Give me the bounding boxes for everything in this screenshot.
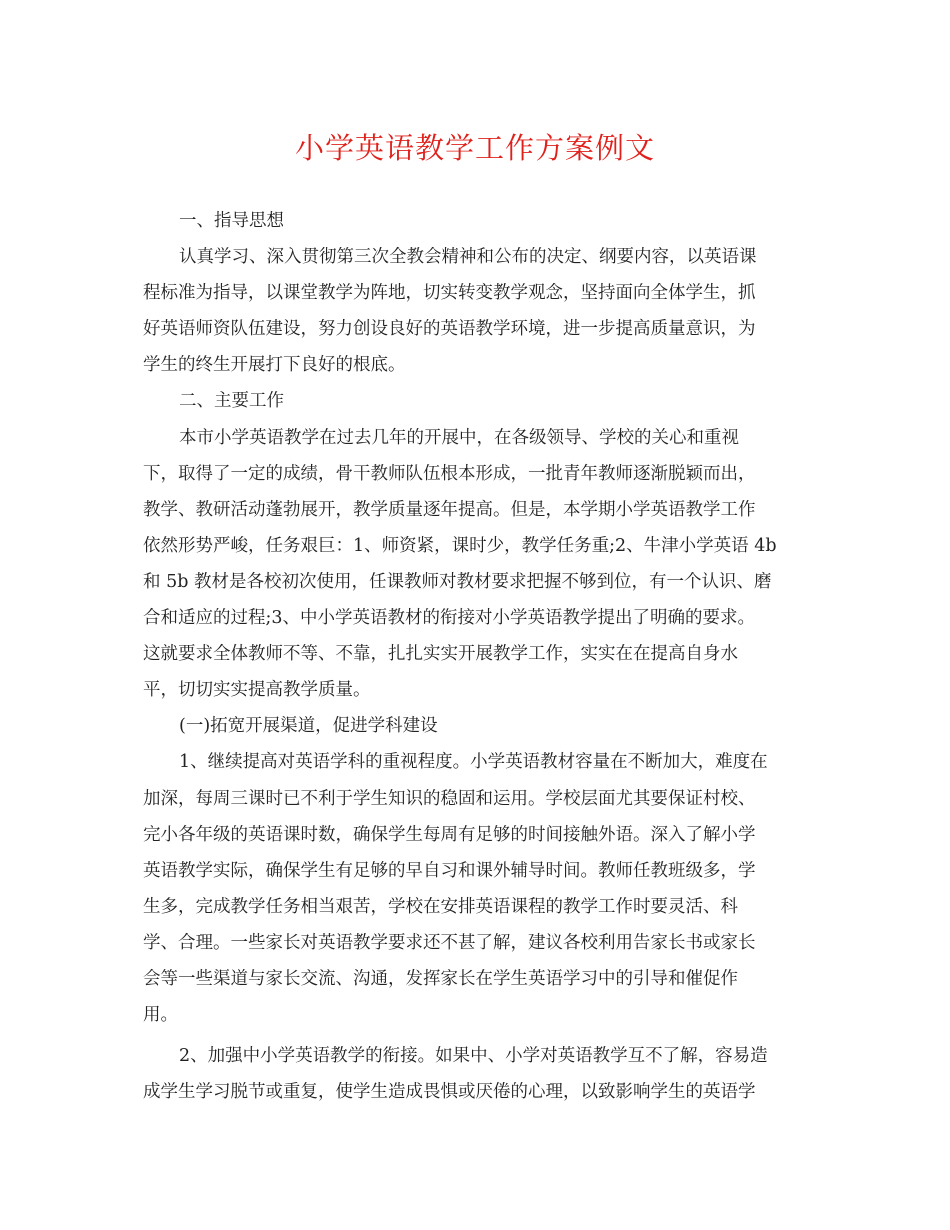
document-line: 学、合理。一些家长对英语教学要求还不甚了解，建议各校利用告家长书或家长 xyxy=(143,932,756,953)
document-line: 完小各年级的英语课时数，确保学生每周有足够的时间接触外语。深入了解小学 xyxy=(143,824,756,845)
document-line: 好英语师资队伍建设，努力创设良好的英语教学环境，进一步提高质量意识，为 xyxy=(143,319,756,340)
document-title: 小学英语教学工作方案例文 xyxy=(294,131,655,165)
document-line: (一)拓宽开展渠道，促进学科建设 xyxy=(179,716,438,737)
document-line: 认真学习、深入贯彻第三次全教会精神和公布的决定、纲要内容，以英语课 xyxy=(179,247,757,268)
document-line: 平，切切实实提高教学质量。 xyxy=(143,680,371,701)
document-line: 教学、教研活动蓬勃展开，教学质量逐年提高。但是，本学期小学英语教学工作 xyxy=(143,499,756,520)
document-line: 下，取得了一定的成绩，骨干教师队伍根本形成，一批青年教师逐渐脱颖而出， xyxy=(143,463,756,484)
document-line: 一、指导思想 xyxy=(179,211,284,231)
document-line: 学生的终生开展打下良好的根底。 xyxy=(143,355,406,376)
document-line: 会等一些渠道与家长交流、沟通，发挥家长在学生英语学习中的引导和催促作 xyxy=(143,968,738,989)
document-line: 生多，完成教学任务相当艰苦，学校在安排英语课程的教学工作时要灵活、科 xyxy=(143,896,738,917)
document-line: 这就要求全体教师不等、不靠，扎扎实实开展教学工作，实实在在提高自身水 xyxy=(143,644,738,665)
document-line: 和 5b 教材是各校初次使用，任课教师对教材要求把握不够到位，有一个认识、磨 xyxy=(143,571,772,592)
document-line: 2、加强中小学英语教学的衔接。如果中、小学对英语教学互不了解，容易造 xyxy=(179,1046,768,1067)
document-line: 程标准为指导，以课堂教学为阵地，切实转变教学观念，坚持面向全体学生，抓 xyxy=(143,283,756,304)
document-line: 加深，每周三课时已不利于学生知识的稳固和运用。学校层面尤其要保证村校、 xyxy=(143,788,756,809)
document-line: 本市小学英语教学在过去几年的开展中，在各级领导、学校的关心和重视 xyxy=(179,427,739,448)
document-body xyxy=(143,203,809,1110)
document-line: 用。 xyxy=(143,1005,178,1026)
document-line: 二、主要工作 xyxy=(179,391,284,412)
document-line: 合和适应的过程;3、中小学英语教材的衔接对小学英语教学提出了明确的要求。 xyxy=(143,608,756,629)
document-line: 依然形势严峻，任务艰巨：1、师资紧，课时少，教学任务重;2、牛津小学英语 4b xyxy=(143,535,777,556)
document-line: 英语教学实际，确保学生有足够的早自习和课外辅导时间。教师任教班级多，学 xyxy=(143,860,756,881)
document-line: 成学生学习脱节或重复，使学生造成畏惧或厌倦的心理，以致影响学生的英语学 xyxy=(143,1082,756,1103)
document-line: 1、继续提高对英语学科的重视程度。小学英语教材容量在不断加大，难度在 xyxy=(179,752,768,773)
